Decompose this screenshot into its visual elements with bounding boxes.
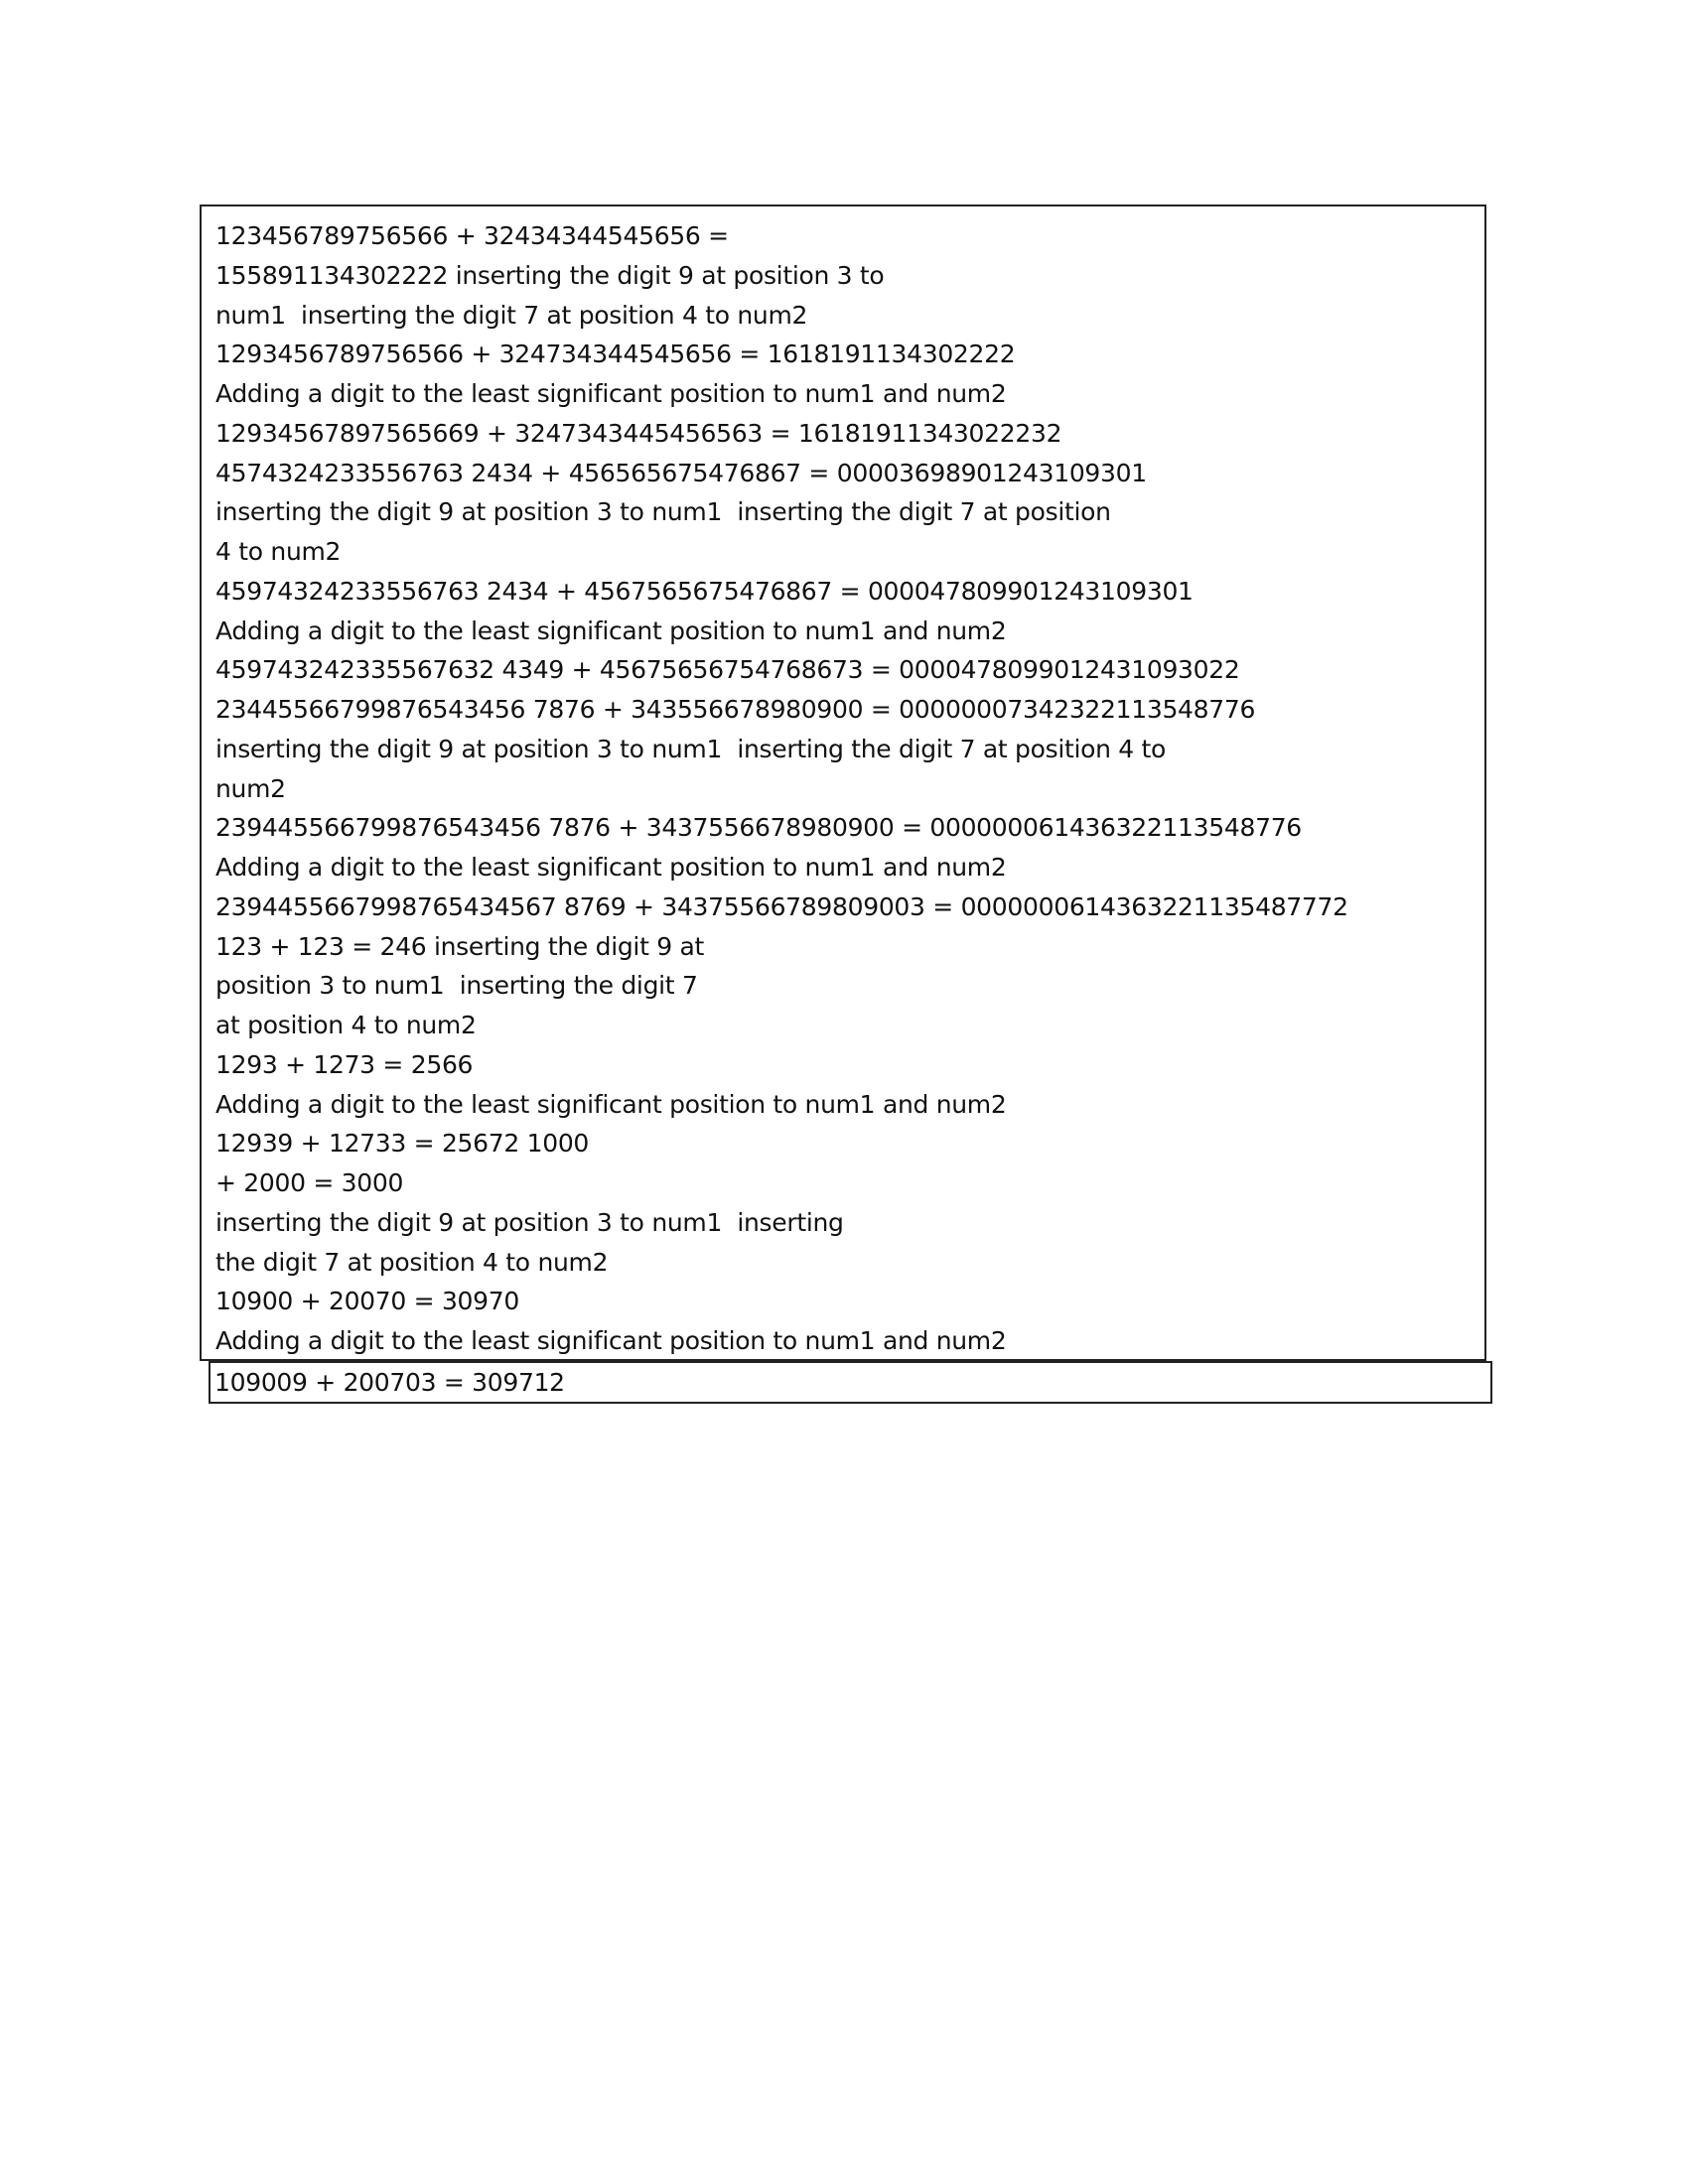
text-line: position 3 to num1 inserting the digit 7 [215,971,698,1001]
text-line: num1 inserting the digit 7 at position 4 to num2 [215,300,808,330]
text-line: 12934567897565669 + 3247343445456563 = 16181911343022232 [215,418,1062,448]
text-line: 4574324233556763 2434 + 456565675476867 = 00003698901243109301 [215,458,1147,487]
text-line: Adding a digit to the least significant position to num1 and num2 [215,853,1007,882]
text-line: Adding a digit to the least significant position to num1 and num2 [215,1326,1007,1355]
text-line: 45974324233556763 2434 + 4567565675476867 = 000047809901243109301 [215,576,1194,606]
text-line: Adding a digit to the least significant position to num1 and num2 [215,1089,1007,1119]
text-line: 123456789756566 + 32434344545656 = [215,221,729,250]
text-line: 155891134302222 inserting the digit 9 at position 3 to [215,260,885,290]
text-line: the digit 7 at position 4 to num2 [215,1247,609,1277]
text-line: 12939 + 12733 = 25672 1000 [215,1129,590,1159]
text-line: num2 [215,773,286,803]
text-line: 10900 + 20070 = 30970 [215,1287,519,1316]
text-line: at position 4 to num2 [215,1011,477,1039]
text-line: + 2000 = 3000 [215,1168,404,1197]
text-line: 239445566799876543456 7876 + 3437556678980900 = 000000061436322113548776 [215,813,1302,843]
text-line: 4 to num2 [215,537,342,566]
text-line: 23445566799876543456 7876 + 343556678980900 = 00000007342322113548776 [215,695,1256,724]
text-line: 2394455667998765434567 8769 + 34375566789809003 = 0000000614363221135487772 [215,891,1348,921]
text-line: 1293 + 1273 = 2566 [215,1049,474,1079]
text-line: 459743242335567632 4349 + 45675656754768673 = 0000478099012431093022 [215,655,1240,685]
text-line: 1293456789756566 + 324734344545656 = 1618191134302222 [215,340,1016,369]
text-line: inserting the digit 9 at position 3 to num1 inserting the digit 7 at position 4 to [215,734,1167,763]
footer-text-line: 109009 + 200703 = 309712 [214,1368,565,1397]
text-line: Adding a digit to the least significant position to num1 and num2 [215,379,1007,408]
text-line: Adding a digit to the least significant position to num1 and num2 [215,615,1007,645]
text-line: inserting the digit 9 at position 3 to num1 inserting [215,1207,844,1237]
text-line: 123 + 123 = 246 inserting the digit 9 at [215,931,704,961]
text-box [200,205,1486,1361]
text-line: inserting the digit 9 at position 3 to num1 inserting the digit 7 at position [215,497,1111,527]
footer-text-box [209,1361,1492,1404]
